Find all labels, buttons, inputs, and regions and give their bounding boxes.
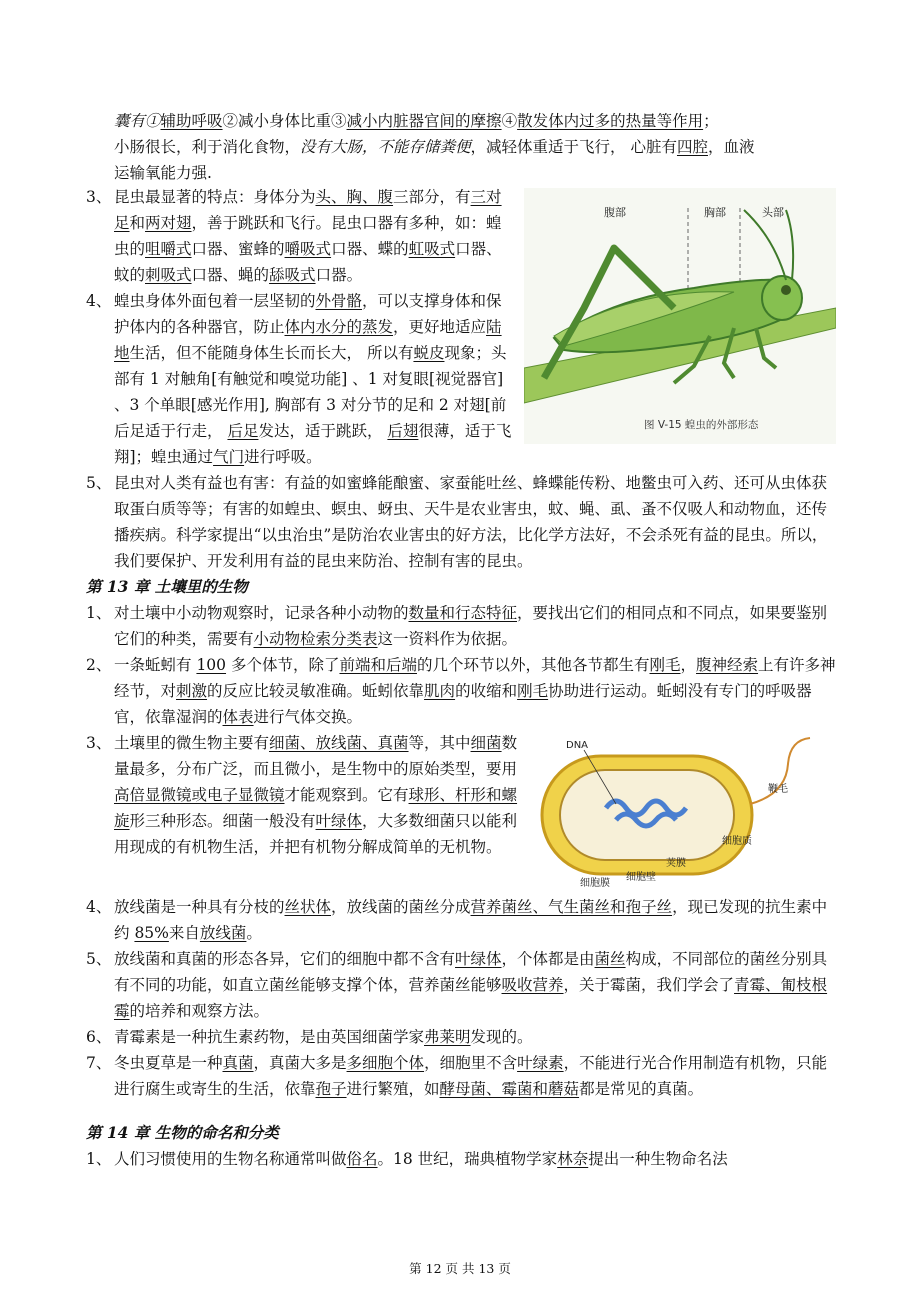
label-capsule: 荚膜 bbox=[666, 858, 686, 869]
ch13-paragraph-2: 2、 一条蚯蚓有 100 多个体节，除了前端和后端的几个环节以外，其他各节都生有刚毛，腹神经索上有许多神经节，对刺激的反应比较灵敏准确。蚯蚓依靠肌肉的收缩和刚毛协助进行运动。蚯蚓没有专门的呼吸器官，依靠湿润的体表进行气体交换。 bbox=[86, 656, 836, 726]
label-membrane: 细胞膜 bbox=[580, 878, 610, 889]
chapter-14-title: 第 14 章 生物的命名和分类 bbox=[86, 1123, 279, 1142]
ch13-paragraph-1: 1、 对土壤中小动物观察时，记录各种小动物的数量和行态特征，要找出它们的相同点和不同点，如果要鉴别它们的种类，需要有小动物检索分类表这一资料作为依据。 bbox=[86, 604, 828, 648]
cont-line-3: 运输氧能力强. bbox=[114, 164, 212, 182]
ch13-paragraph-6: 6、 青霉素是一种抗生素药物，是由英国细菌学家弗莱明发现的。 bbox=[86, 1028, 533, 1046]
label-abdomen: 腹部 bbox=[604, 206, 626, 219]
ch13-paragraph-3: 3、 土壤里的微生物主要有细菌、放线菌、真菌等，其中细菌数量最多，分布广泛，而且微小，是生物中的原始类型，要用高倍显微镜或电子显微镜才能观察到。它有球形、杆形和螺旋形三种形态。细菌一般没有叶绿体，大多数细菌只以能利用现成的有机物生活，并把有机物分解成简单的无机物。 bbox=[86, 734, 518, 856]
paragraph-3: 3、 昆虫最显著的特点：身体分为头、胸、腹三部分，有三对足和两对翅，善于跳跃和飞行。昆虫口器有多种，如：蝗虫的咀嚼式口器、蜜蜂的嚼吸式口器、蝶的虹吸式口器、蚊的刺吸式口器、蝇的舔吸式口器。 bbox=[86, 188, 502, 284]
label-flagellum: 鞭毛 bbox=[768, 784, 788, 795]
cont-line-1: 囊有①辅助呼吸②减小身体比重③减小内脏器官间的摩擦④散发体内过多的热量等作用； bbox=[114, 112, 719, 130]
ch13-paragraph-5: 5、 放线菌和真菌的形态各异，它们的细胞中都不含有叶绿体，个体都是由菌丝构成，不同部位的菌丝分别具有不同的功能，如直立菌丝能够支撑个体，营养菌丝能够吸收营养，关于霉菌，我们学会了青霉、匍枝根霉的培养和观察方法。 bbox=[86, 950, 828, 1020]
continued-paragraph bbox=[114, 108, 836, 186]
label-thorax: 胸部 bbox=[704, 206, 726, 219]
paragraph-5: 5、 昆虫对人类有益也有害：有益的如蜜蜂能酿蜜、家蚕能吐丝、蜂蝶能传粉、地鳖虫可入药、还可从虫体获取蛋白质等等；有害的如蝗虫、螟虫、蚜虫、天牛是农业害虫，蚊、蝇、虱、蚤不仅吸人和动物血，还传播疾病。科学家提出“以虫治虫”是防治农业害虫的好方法，比化学方法好，不会杀死有益的昆虫。所以，我们要保护、开发利用有益的昆虫来防治、控制有害的昆虫。 bbox=[86, 474, 828, 570]
ch13-paragraph-4: 4、 放线菌是一种具有分枝的丝状体，放线菌的菌丝分成营养菌丝、气生菌丝和孢子丝，现已发现的抗生素中约 85%来自放线菌。 bbox=[86, 898, 828, 942]
page-footer: 第 12 页 共 13 页 bbox=[409, 1261, 511, 1276]
label-wall: 细胞壁 bbox=[626, 872, 656, 883]
label-cytoplasm: 细胞质 bbox=[722, 836, 752, 847]
label-head: 头部 bbox=[762, 206, 784, 219]
ch13-paragraph-7: 7、 冬虫夏草是一种真菌，真菌大多是多细胞个体，细胞里不含叶绿素，不能进行光合作用制造有机物，只能进行腐生或寄生的生活，依靠孢子进行繁殖，如酵母菌、霉菌和蘑菇都是常见的真菌。 bbox=[86, 1054, 828, 1098]
ch14-paragraph-1: 1、 人们习惯使用的生物名称通常叫做俗名。18 世纪，瑞典植物学家林奈提出一种生物命名法 bbox=[86, 1150, 728, 1168]
insect-section bbox=[86, 184, 836, 1172]
label-dna: DNA bbox=[566, 740, 589, 751]
chapter-13-title: 第 13 章 土壤里的生物 bbox=[86, 577, 248, 596]
paragraph-4: 4、 蝗虫身体外面包着一层坚韧的外骨骼，可以支撑身体和保护体内的各种器官，防止体内水分的蒸发，更好地适应陆地生活，但不能随身体生长而长大， 所以有蜕皮现象；头部有 1 对触角[有触觉和嗅觉功能] 、1 对复眼[视觉器官] 、3 个单眼[感光作用], 胸部有 3 对分节的足和 2 对翅[前后足适于行走， 后足发达，适于跳跃， 后翅很薄，适于飞翔]；蝗虫通过气门进行呼吸。 bbox=[86, 292, 512, 466]
grasshopper-caption: 图 V-15 蝗虫的外部形态 bbox=[644, 419, 759, 431]
cont-line-2: 小肠很长，利于消化食物，没有大肠，不能存储粪便，减轻体重适于飞行， 心脏有四腔，血液 bbox=[114, 138, 755, 156]
